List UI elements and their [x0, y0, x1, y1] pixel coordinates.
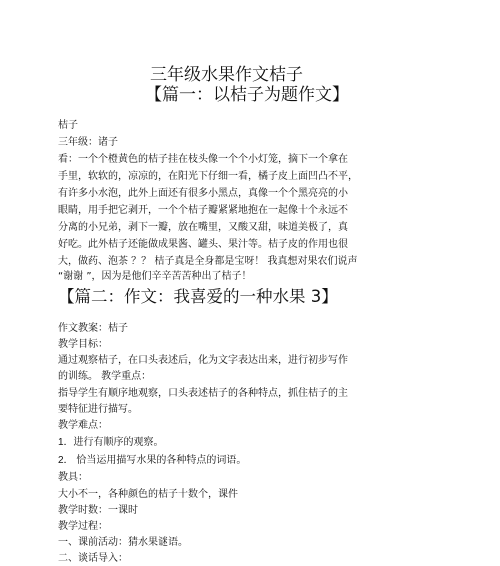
section2-line: 教具：	[58, 472, 88, 483]
section2-line: 教学时数：一课时	[58, 505, 138, 516]
section1-line: 看：一个个橙黄色的桔子挂在枝头像一个个小灯笼，摘下一个拿在	[58, 154, 348, 165]
section1-line: 好吃。此外桔子还能做成果酱、罐头、果汁等。桔子皮的作用也很	[58, 239, 348, 250]
section2-line: 1．进行有顺序的观察。	[58, 437, 164, 448]
section1-line: 分离的小兄弟，剥下一瓣，放在嘴里，又酸又甜，味道美极了，真	[58, 222, 348, 233]
section1-line: 三年级：诸子	[58, 137, 118, 148]
section1-line: 桔子	[58, 120, 78, 131]
section2-line: 的训练。 教学重点：	[58, 371, 152, 382]
section1-heading: 【篇一：以桔子为题作文】	[145, 85, 349, 105]
section1-line: 手里，软软的，凉凉的，在阳光下仔细一看，橘子皮上面凹凸不平，	[58, 171, 358, 182]
section2-line: 教学过程：	[58, 521, 108, 532]
section2-heading: 【篇二：作文：我喜爱的一种水果 3】	[58, 287, 338, 306]
section2-line: 一、课前活动：猜水果谜语。	[58, 537, 188, 548]
section2-line: 大小不一，各种颜色的桔子十数个，课件	[58, 489, 238, 500]
section1-line: “谢谢 ”，因为是他们辛辛苦苦种出了桔子！	[58, 271, 252, 282]
section2-line: 教学目标：	[58, 339, 108, 350]
section2-line: 作文教案：桔子	[58, 323, 128, 334]
section2-line: 要特征进行描写。	[58, 404, 138, 415]
section1-line: 有许多小水泡，此外上面还有很多小黑点，真像一个个黑亮亮的小	[58, 188, 348, 199]
section2-line: 2． 恰当运用描写水果的各种特点的词语。	[58, 455, 247, 466]
section1-line: 大，做药、泡茶 ？？ 桔子真是全身都是宝呀！ 我真想对果农们说声	[58, 256, 358, 267]
section1-line: 眼睛，用手把它剥开，一个个桔子瓣紧紧地抱在一起像十个永远不	[58, 205, 348, 216]
section2-line: 教学难点：	[58, 420, 108, 431]
section2-line: 二、谈话导入：	[58, 553, 128, 564]
section2-line: 指导学生有顺序地观察，口头表述桔子的各种特点，抓住桔子的主	[58, 388, 348, 399]
section2-line: 通过观察桔子，在口头表述后，化为文字表达出来，进行初步写作	[58, 355, 348, 366]
document-title: 三年级水果作文桔子	[150, 65, 303, 85]
